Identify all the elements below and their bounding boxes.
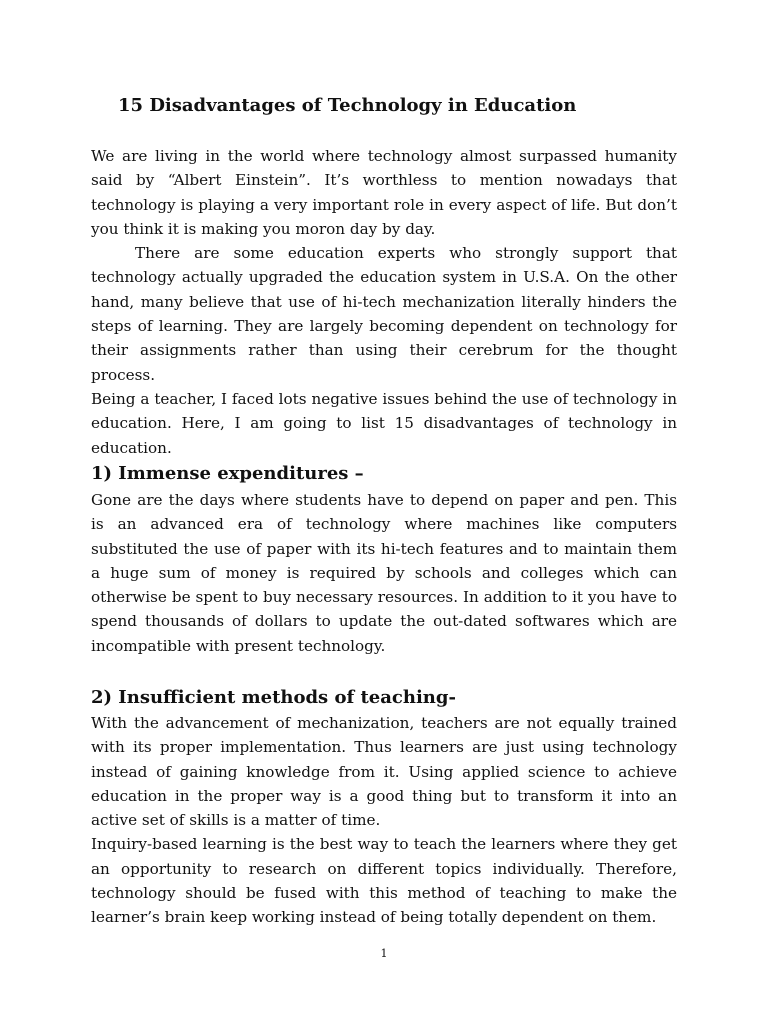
section-1-body <box>91 488 677 658</box>
intro-paragraph-1: We are living in the world where technology almost surpassed humanity said by “Albert Einstein”. It’s worthless to mention nowadays that technology is playing a very important role in every aspect of life. But don’t you think it is making you moron day by day. <box>91 147 677 238</box>
section-1-heading: 1) Immense expenditures – <box>91 463 364 484</box>
page-number: 1 <box>380 947 388 960</box>
section-2-body <box>91 711 677 930</box>
section-1-paragraph-1: Gone are the days where students have to depend on paper and pen. This is an advanced era of technology where machines like computers substituted the use of paper with its hi-tech features and to maintain them a huge sum of money is required by schools and colleges which can otherwise be spent to buy necessary resources. In addition to it you have to spend thousands of dollars to update the out-dated softwares which are incompatible with present technology. <box>91 491 677 655</box>
section-2-paragraph-1: With the advancement of mechanization, teachers are not equally trained with its proper implementation. Thus learners are just using technology instead of gaining knowledge from it. Using applied science to achieve education in the proper way is a good thing but to transform it into an active set of skills is a matter of time. <box>91 714 677 830</box>
section-2-paragraph-2: Inquiry-based learning is the best way to teach the learners where they get an opportunity to research on different topics individually. Therefore, technology should be fused with this method of teaching to make the learner’s brain keep working instead of being totally dependent on them. <box>91 835 677 927</box>
intro-paragraph-2: There are some education experts who strongly support that technology actually upgraded the education system in U.S.A. On the other hand, many believe that use of hi-tech mechanization literally hinders the steps of learning. They are largely becoming dependent on technology for their assignments rather than using their cerebrum for the thought process. <box>91 244 677 384</box>
intro-paragraph-3: Being a teacher, I faced lots negative issues behind the use of technology in education. Here, I am going to list 15 disadvantages of technology in education. <box>91 389 677 457</box>
page-title: 15 Disadvantages of Technology in Education <box>118 95 577 116</box>
section-2-heading: 2) Insufficient methods of teaching- <box>91 687 456 708</box>
intro-block <box>91 144 677 460</box>
